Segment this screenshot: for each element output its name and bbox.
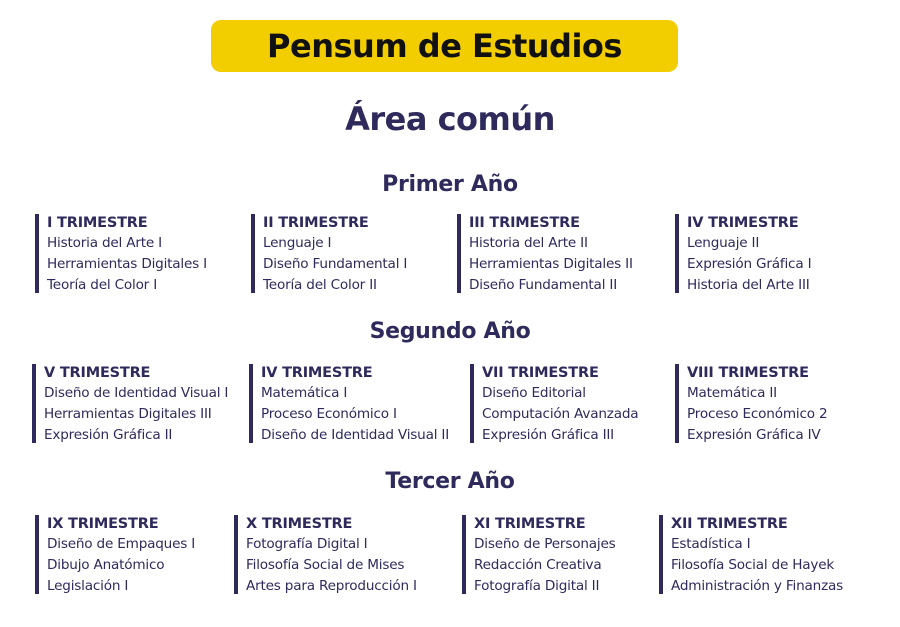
course-item: Expresión Gráfica II: [44, 427, 173, 443]
term-title: II TRIMESTRE: [263, 215, 369, 231]
term-title: XII TRIMESTRE: [671, 516, 788, 532]
year-title-1: Primer Año: [382, 172, 518, 197]
course-item: Herramientas Digitales I: [47, 256, 207, 272]
course-item: Lenguaje II: [687, 235, 760, 251]
course-item: Estadística I: [671, 536, 751, 552]
course-item: Diseño de Identidad Visual I: [44, 385, 229, 401]
course-item: Legislación I: [47, 578, 129, 594]
term-title: I TRIMESTRE: [47, 215, 148, 231]
course-item: Lenguaje I: [263, 235, 332, 251]
course-item: Dibujo Anatómico: [47, 557, 165, 573]
course-item: Proceso Económico I: [261, 406, 397, 422]
page-title: Pensum de Estudios: [267, 27, 622, 65]
term-title: III TRIMESTRE: [469, 215, 580, 231]
area-title: Área común: [345, 100, 555, 138]
year-title-3: Tercer Año: [385, 469, 515, 494]
term-block-12: [659, 514, 843, 596]
course-item: Historia del Arte III: [687, 277, 810, 293]
course-item: Diseño de Empaques I: [47, 536, 196, 552]
course-item: Computación Avanzada: [482, 406, 639, 422]
term-block-2: [251, 213, 407, 295]
course-item: Herramientas Digitales III: [44, 406, 212, 422]
course-item: Fotografía Digital II: [474, 578, 600, 594]
course-item: Filosofía Social de Hayek: [671, 557, 835, 573]
course-item: Administración y Finanzas: [671, 578, 844, 594]
term-title: IV TRIMESTRE: [687, 215, 799, 231]
term-block-11: [462, 514, 616, 596]
title-banner: [211, 20, 678, 72]
course-item: Proceso Económico 2: [687, 406, 828, 422]
term-title: XI TRIMESTRE: [474, 516, 586, 532]
course-item: Historia del Arte I: [47, 235, 162, 251]
term-title: VII TRIMESTRE: [482, 365, 599, 381]
course-item: Expresión Gráfica I: [687, 256, 812, 272]
term-title: VIII TRIMESTRE: [687, 365, 809, 381]
course-item: Matemática I: [261, 385, 348, 401]
year-title-2: Segundo Año: [369, 319, 531, 344]
course-item: Expresión Gráfica IV: [687, 427, 821, 443]
term-block-1: [35, 213, 207, 295]
term-title: X TRIMESTRE: [246, 516, 353, 532]
course-item: Diseño Fundamental II: [469, 277, 618, 293]
term-block-9: [35, 514, 195, 596]
term-title: IX TRIMESTRE: [47, 516, 159, 532]
term-block-4: [675, 213, 811, 295]
course-item: Fotografía Digital I: [246, 536, 368, 552]
course-item: Diseño Editorial: [482, 385, 586, 401]
term-title: IV TRIMESTRE: [261, 365, 373, 381]
course-item: Herramientas Digitales II: [469, 256, 633, 272]
course-item: Redacción Creativa: [474, 557, 602, 573]
term-block-8: [675, 363, 827, 445]
course-item: Diseño de Identidad Visual II: [261, 427, 450, 443]
course-item: Diseño de Personajes: [474, 536, 616, 552]
term-block-6: [249, 363, 449, 445]
course-item: Artes para Reproducción I: [246, 578, 417, 594]
course-item: Teoría del Color II: [263, 277, 377, 293]
term-block-10: [234, 514, 417, 596]
course-item: Historia del Arte II: [469, 235, 588, 251]
term-block-5: [32, 363, 228, 445]
course-item: Matemática II: [687, 385, 777, 401]
term-block-3: [457, 213, 633, 295]
course-item: Teoría del Color I: [47, 277, 158, 293]
term-title: V TRIMESTRE: [44, 365, 151, 381]
course-item: Diseño Fundamental I: [263, 256, 408, 272]
term-block-7: [470, 363, 638, 445]
course-item: Filosofía Social de Mises: [246, 557, 405, 573]
course-item: Expresión Gráfica III: [482, 427, 614, 443]
